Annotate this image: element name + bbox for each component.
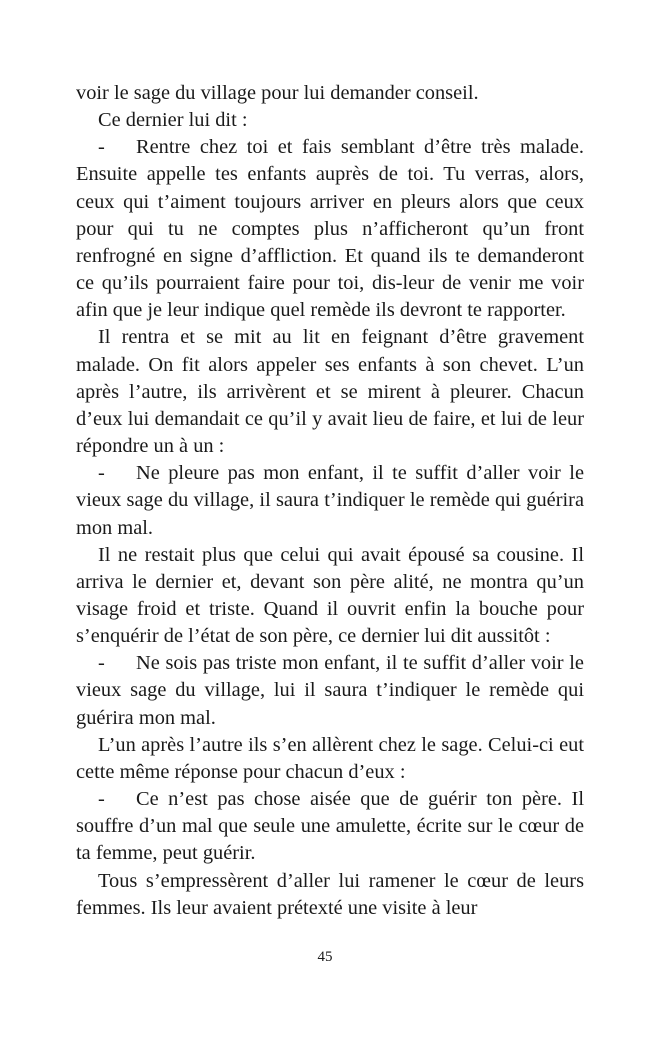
dialogue-2 [76, 460, 584, 541]
dialogue-text: Ne sois pas triste mon enfant, il te suffit d’aller voir le vieux sage du village, lui il saura t’indiquer le remède qui guérira mon mal. [76, 652, 584, 729]
paragraph-1 [76, 80, 584, 107]
dialogue-dash: - [98, 652, 105, 675]
paragraph-text: voir le sage du village pour lui demander conseil. [76, 82, 479, 104]
dialogue-dash: - [98, 788, 105, 811]
dialogue-4 [76, 786, 584, 867]
paragraph-text: Il rentra et se mit au lit en feignant d’être gravement malade. On fit alors appeler ses enfants à son chevet. L’un après l’autre, ils arrivèrent et se mirent à pleurer. Chacun d’eux lui demandait ce qu’il y avait lieu de faire, et lui de leur répondre un à un : [76, 326, 584, 458]
paragraph-text: Ce dernier lui dit : [98, 109, 248, 132]
paragraph-text: L’un après l’autre ils s’en allèrent chez le sage. Celui-ci eut cette même réponse pour chacun d’eux : [76, 733, 584, 783]
paragraph-3 [76, 324, 584, 460]
dialogue-3 [76, 650, 584, 731]
dialogue-text: Ce n’est pas chose aisée que de guérir ton père. Il souffre d’un mal que seule une amulette, écrite sur le cœur de ta femme, peut guérir. [76, 788, 584, 865]
paragraph-text: Tous s’empressèrent d’aller lui ramener le cœur de leurs femmes. Ils leur avaient prétexté une visite à leur [76, 869, 584, 919]
dialogue-dash: - [98, 136, 105, 159]
paragraph-5 [76, 732, 584, 786]
dialogue-text: Rentre chez toi et fais semblant d’être très malade. Ensuite appelle tes enfants auprès de toi. Tu verras, alors, ceux qui t’aiment toujours arriver en pleurs alors que ceux pour qui tu ne comptes plus n’afficheront qu’un front renfrogné en signe d’affliction. Et quand ils te demanderont ce qu’ils pourraient faire pour toi, dis-leur de venir me voir afin que je leur indique quel remède ils devront te rapporter. [76, 136, 584, 322]
page-body [76, 80, 584, 922]
paragraph-text: Il ne restait plus que celui qui avait épousé sa cousine. Il arriva le dernier et, devant son père alité, ne montra qu’un visage froid et triste. Quand il ouvrit enfin la bouche pour s’enquérir de l’état de son père, ce dernier lui dit aussitôt : [76, 543, 584, 648]
dialogue-dash: - [98, 462, 105, 485]
paragraph-6 [76, 868, 584, 922]
paragraph-2 [76, 107, 584, 134]
dialogue-text: Ne pleure pas mon enfant, il te suffit d’aller voir le vieux sage du village, il saura t’indiquer le remède qui guérira mon mal. [76, 462, 584, 539]
paragraph-4 [76, 542, 584, 651]
dialogue-1 [76, 134, 584, 324]
page-number: 45 [317, 949, 333, 965]
